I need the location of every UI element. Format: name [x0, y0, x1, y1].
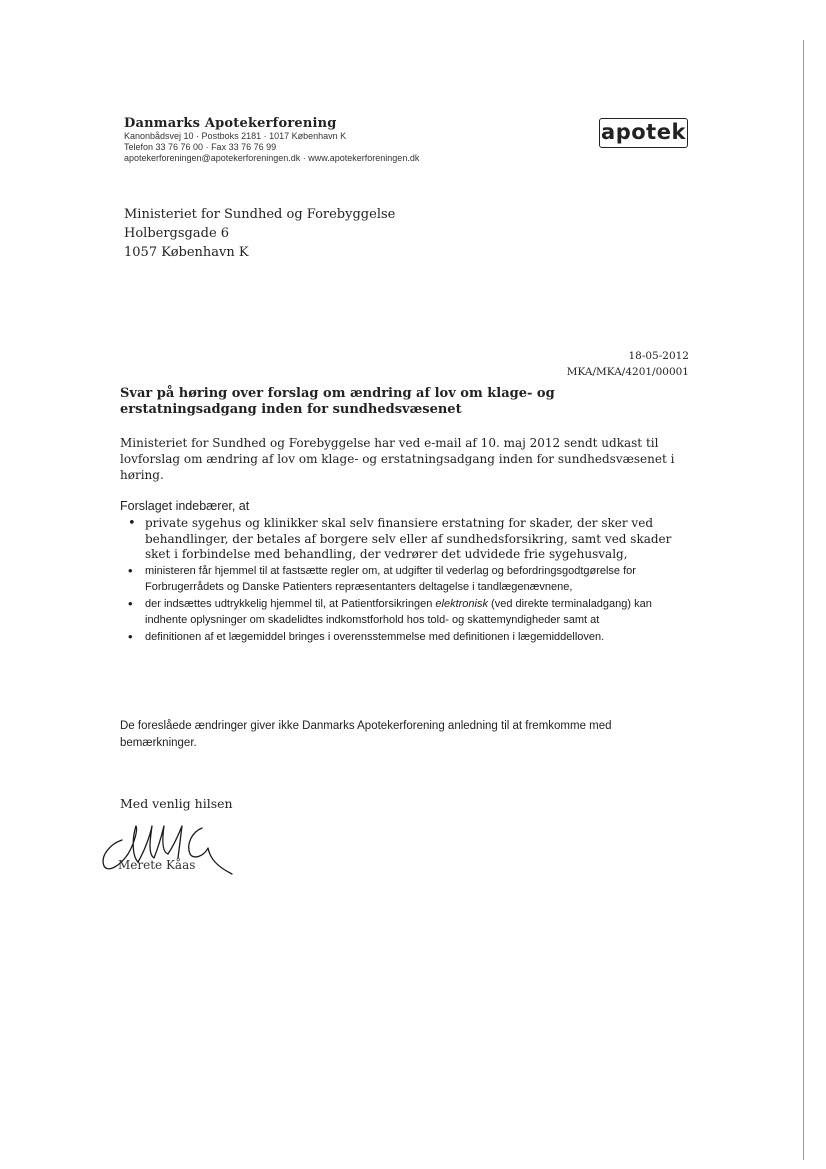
- apotek-logo: [599, 118, 688, 148]
- proposal-item-3: [120, 596, 692, 629]
- sender-name: Danmarks Apotekerforening: [124, 116, 337, 131]
- scan-edge-line: [803, 40, 804, 1160]
- recipient-line-1: Ministeriet for Sundhed og Forebyggelse: [124, 207, 396, 222]
- letter-subject: Svar på høring over forslag om ændring af lov om klage- og erstatningsadgang inden for sundhedsvæsenet: [120, 386, 555, 417]
- recipient-line-3: 1057 København K: [124, 245, 249, 260]
- recipient-line-2: Holbergsgade 6: [124, 226, 230, 241]
- letter-meta: [567, 348, 689, 380]
- intro-paragraph: Ministeriet for Sundhed og Forebyggelse har ved e-mail af 10. maj 2012 sendt udkast til lovforslag om ændring af lov om klage- og erstatningsadgang inden for sundhedsvæsenet i høring.: [120, 436, 675, 482]
- letter-reference: MKA/MKA/4201/00001: [566, 366, 689, 378]
- proposal-item-4: • definitionen af et lægemiddel bringes i overensstemmelse med definitionen i lægemiddelloven.: [120, 629, 692, 646]
- proposal-item-3-text-a: der indsættes udtrykkelig hjemmel til, at Patientforsikringen: [145, 597, 436, 610]
- proposal-item-3-text-b: (ved direkte terminaladgang) kan indhente oplysninger om skadelidtes indkomstforhold hos told- og skattemyndigheder samt at: [145, 597, 652, 626]
- letter-date: 18-05-2012: [628, 350, 689, 362]
- apotek-logo-text: apotek: [601, 120, 686, 144]
- proposal-section: [120, 498, 692, 645]
- conclusion-paragraph: De foreslåede ændringer giver ikke Danmarks Apotekerforening anledning til at fremkomme med bemærkninger.: [120, 720, 612, 749]
- sender-email-web: apotekerforeningen@apotekerforeningen.dk · www.apotekerforeningen.dk: [124, 153, 420, 163]
- proposal-list: [120, 516, 692, 645]
- closing-greeting: Med venlig hilsen: [120, 796, 233, 811]
- proposal-item-1: • private sygehus og klinikker skal selv finansiere erstatning for skader, der sker ved behandlinger, der betales af borgere selv eller af sundhedsforsikring, samt ved skader sket i forbindelse med behandling, der vedrører det udvidede frie sygehusvalg,: [120, 516, 692, 563]
- signer-name: Merete Kåas: [118, 858, 196, 872]
- sender-phone-fax: Telefon 33 76 76 00 · Fax 33 76 76 99: [124, 142, 277, 152]
- sender-address: Kanonbådsvej 10 · Postboks 2181 · 1017 København K: [124, 131, 347, 141]
- proposal-item-2: • ministeren får hjemmel til at fastsætte regler om, at udgifter til vederlag og befordringsgodtgørelse for Forbrugerrådets og Danske Patienters repræsentanters deltagelse i tandlægenævnene,: [120, 563, 692, 596]
- proposal-lead: Forslaget indebærer, at: [120, 499, 250, 513]
- recipient-block: [124, 205, 395, 262]
- proposal-item-3-emphasis: elektronisk: [435, 597, 488, 610]
- sender-block: [124, 116, 419, 164]
